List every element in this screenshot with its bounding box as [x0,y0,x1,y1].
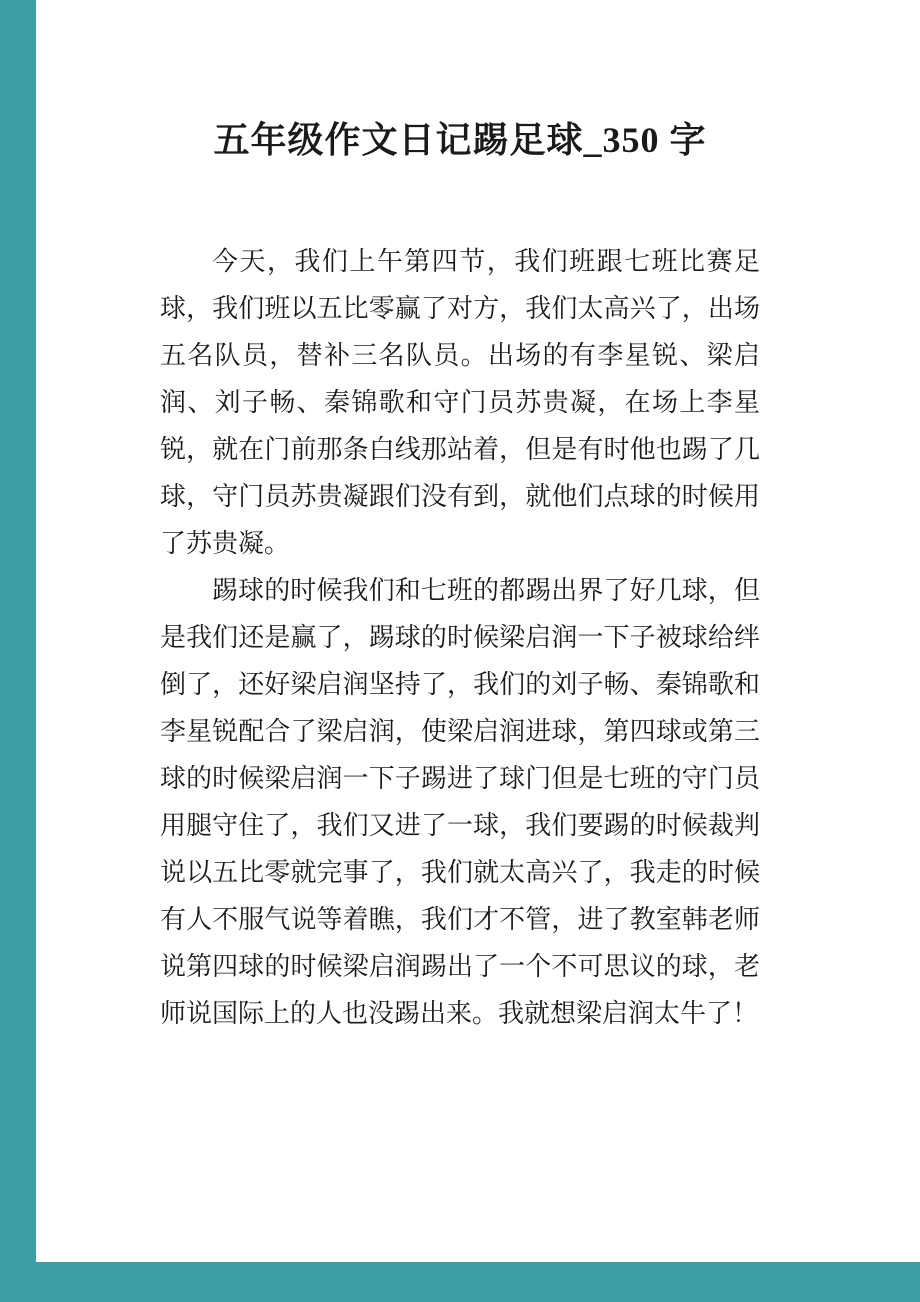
bottom-border-accent [0,1262,920,1302]
left-border-accent [0,0,36,1302]
document-title: 五年级作文日记踢足球_350 字 [213,120,707,160]
essay-paragraph: 踢球的时候我们和七班的都踢出界了好几球，但是我们还是赢了，踢球的时候梁启润一下子被球给绊倒了，还好梁启润坚持了，我们的刘子畅、秦锦歌和李星锐配合了梁启润，使梁启润进球，第四球或第三球的时候梁启润一下子踢进了球门但是七班的守门员用腿守住了，我们又进了一球，我们要踢的时候裁判说以五比零就完事了，我们就太高兴了，我走的时候有人不服气说等着瞧，我们才不管，进了教室韩老师说第四球的时候梁启润踢出了一个不可思议的球，老师说国际上的人也没踢出来。我就想梁启润太牛了！ [160,576,760,1028]
essay-body [160,238,760,1037]
essay-paragraph: 今天，我们上午第四节，我们班跟七班比赛足球，我们班以五比零赢了对方，我们太高兴了，出场五名队员，替补三名队员。出场的有李星锐、梁启润、刘子畅、秦锦歌和守门员苏贵凝，在场上李星锐，就在门前那条白线那站着，但是有时他也踢了几球，守门员苏贵凝跟们没有到，就他们点球的时候用了苏贵凝。 [160,247,760,558]
document-content [160,0,760,1037]
